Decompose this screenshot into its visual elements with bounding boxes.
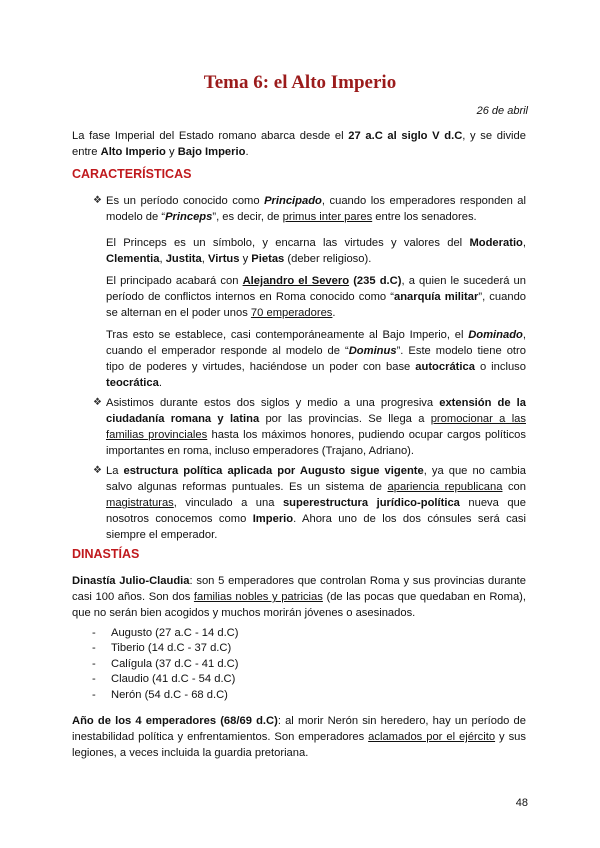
paragraph-princeps: El Princeps es un símbolo, y encarna las virtudes y valores del Moderatio, Clementia, Justita, Virtus y Pietas (deber religioso).	[106, 237, 526, 265]
intro-paragraph: La fase Imperial del Estado romano abarca desde el 27 a.C al siglo V d.C, y se divide entre Alto Imperio y Bajo Imperio.	[72, 130, 526, 158]
bullet-principado: ❖ Es un período conocido como Principado, cuando los emperadores responden al modelo de “Princeps”, es decir, de primus inter pares entre los senadores.	[93, 195, 526, 223]
list-item: - Augusto (27 a.C - 14 d.C)	[92, 627, 239, 639]
diamond-bullet-icon: ❖	[93, 397, 102, 408]
paragraph-julio-claudia: Dinastía Julio-Claudia: son 5 emperadores que controlan Roma y sus provincias durante casi 100 años. Son dos familias nobles y patricias (de las pocas que quedaban en Roma), que no serán bien acogidos y muchos morirán jóvenes o asesinados.	[72, 575, 526, 619]
paragraph-dominado: Tras esto se establece, casi contemporáneamente al Bajo Imperio, el Dominado, cuando el emperador responde al modelo de “Dominus”. Este modelo tiene otro tipo de poderes y virtudes, haciéndose un poder con base autocrática o incluso teocrática.	[106, 329, 526, 389]
page-number: 48	[515, 797, 528, 809]
date-label: 26 de abril	[476, 105, 528, 117]
list-item: - Claudio (41 d.C - 54 d.C)	[92, 673, 236, 686]
diamond-bullet-icon: ❖	[93, 195, 102, 206]
emperor-list	[92, 626, 238, 703]
bullet-estructura: ❖ La estructura política aplicada por Augusto sigue vigente, ya que no cambia salvo algunas reformas puntuales. Es un sistema de apariencia republicana con magistraturas, vinculado a una superestructura jurídico-política nueva que nosotros conocemos como Imperio. Ahora uno de los dos cónsules será casi siempre el emperador.	[93, 465, 527, 541]
list-item: - Tiberio (14 d.C - 37 d.C)	[92, 642, 232, 655]
diamond-bullet-icon: ❖	[93, 465, 102, 476]
section-heading-caracteristicas: CARACTERÍSTICAS	[72, 167, 192, 181]
list-item: - Nerón (54 d.C - 68 d.C)	[92, 688, 228, 701]
paragraph-cuatro-emperadores: Año de los 4 emperadores (68/69 d.C): al morir Nerón sin heredero, hay un período de inestabilidad política y enfrentamientos. Son emperadores aclamados por el ejército y sus legiones, a veces incluida la guardia pretoriana.	[72, 715, 526, 759]
page-title: Tema 6: el Alto Imperio	[203, 72, 397, 93]
bullet-ciudadania: ❖ Asistimos durante estos dos siglos y medio a una progresiva extensión de la ciudadanía romana y latina por las provincias. Se llega a promocionar a las familias provinciales hasta los máximos honores, pudiendo ocupar cargos políticos importantes en roma, incluso emperadores (Trajano, Adriano).	[93, 397, 526, 457]
list-item: - Calígula (37 d.C - 41 d.C)	[92, 657, 239, 670]
paragraph-principado-fin: El principado acabará con Alejandro el Severo (235 d.C), a quien le sucederá un período de conflictos internos en Roma conocido como “anarquía militar”, cuando se alternan en el poder unos 70 emperadores.	[106, 275, 527, 319]
section-heading-dinastias: DINASTÍAS	[72, 547, 140, 561]
